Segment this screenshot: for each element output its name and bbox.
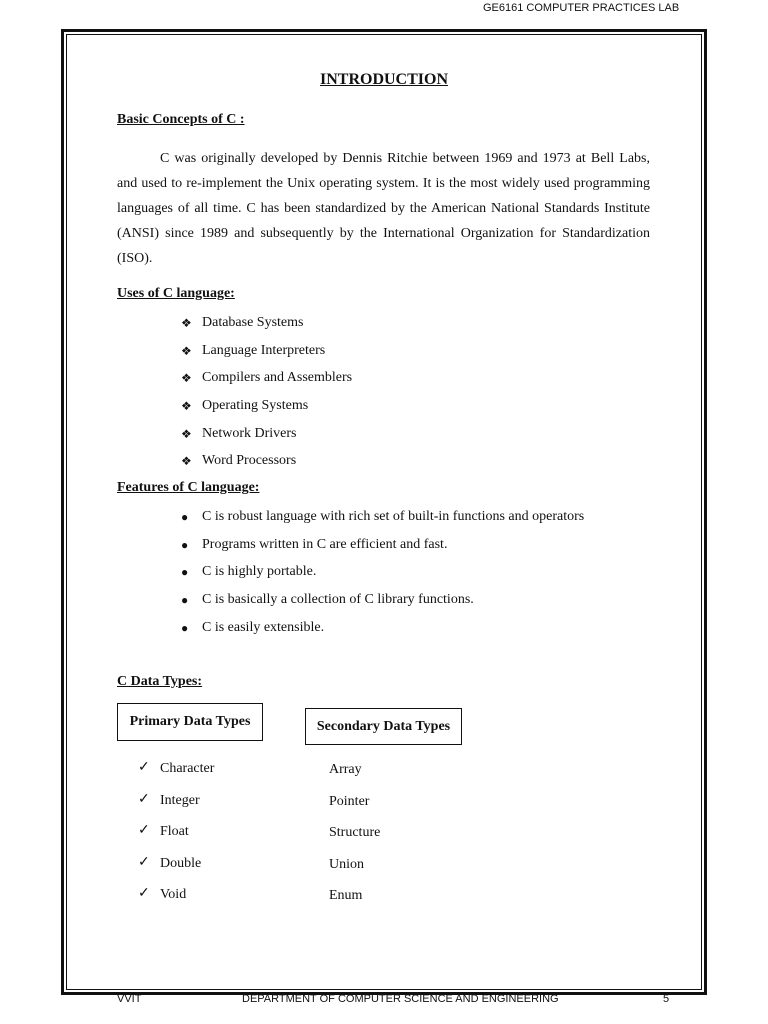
- checkmark-icon: ✓: [138, 760, 150, 775]
- page-title: INTRODUCTION: [319, 71, 448, 88]
- round-bullet-icon: ●: [181, 537, 189, 552]
- round-bullet-icon: ●: [181, 510, 189, 524]
- list-item: Pointer: [329, 793, 370, 809]
- list-item: ❖ Word Processors: [181, 453, 297, 469]
- lab-title: GE6161 COMPUTER PRACTICES LAB: [483, 2, 680, 14]
- basic-concepts-heading: Basic Concepts of C :: [117, 112, 245, 127]
- list-item: ✓ Integer: [138, 791, 200, 808]
- list-item: ❖ Operating Systems: [181, 398, 309, 414]
- round-bullet-icon: ●: [181, 593, 189, 608]
- page-number: 5: [663, 993, 670, 1005]
- primary-data-types-label: Primary Data Types: [129, 714, 251, 729]
- list-item: ❖ Database Systems: [181, 315, 304, 330]
- secondary-data-types-box: [305, 708, 462, 745]
- list-item: ❖ Network Drivers: [181, 425, 297, 441]
- primary-data-types-box: [117, 703, 263, 741]
- round-bullet-icon: ●: [181, 620, 189, 635]
- features-list: [181, 508, 584, 646]
- list-item: ❖ Compilers and Assemblers: [181, 370, 353, 386]
- checkmark-icon: ✓: [138, 823, 150, 838]
- secondary-data-types-list: [329, 761, 380, 919]
- list-item: ● C is highly portable.: [181, 564, 317, 580]
- uses-list: [181, 314, 352, 480]
- footer-department: DEPARTMENT OF COMPUTER SCIENCE AND ENGINEERING: [242, 993, 559, 1005]
- list-item: Enum: [329, 888, 363, 903]
- list-item: ● C is easily extensible.: [181, 619, 325, 635]
- list-item: ✓ Character: [138, 760, 215, 776]
- list-item: Union: [329, 856, 364, 872]
- diamond-bullet-icon: ❖: [181, 399, 192, 414]
- secondary-data-types-label: Secondary Data Types: [316, 718, 451, 734]
- uses-heading: Uses of C language:: [117, 286, 235, 301]
- checkmark-icon: ✓: [138, 854, 150, 870]
- features-heading: Features of C language:: [117, 480, 260, 495]
- basic-concepts-paragraph: C was originally developed by Dennis Ritchie between 1969 and 1973 at Bell Labs, and used to re-implement the Unix operating system. It is the most widely used programming languages of all time. C has been standardized by the American National Standards Institute (ANSI) since 1989 and subsequently by the International Organization for Standardization (ISO).: [117, 151, 650, 266]
- list-item: ● Programs written in C are efficient and fast.: [181, 536, 448, 552]
- round-bullet-icon: ●: [181, 565, 189, 580]
- diamond-bullet-icon: ❖: [181, 371, 192, 386]
- list-item: ✓ Void: [138, 886, 187, 902]
- data-types-heading: C Data Types:: [117, 674, 203, 689]
- list-item: ✓ Float: [138, 823, 189, 839]
- list-item: ● C is basically a collection of C library functions.: [181, 592, 474, 608]
- diamond-bullet-icon: ❖: [181, 343, 192, 358]
- primary-data-types-list: [138, 760, 214, 918]
- checkmark-icon: ✓: [138, 886, 150, 901]
- checkmark-icon: ✓: [138, 791, 150, 807]
- list-item: ● C is robust language with rich set of built-in functions and operators: [181, 509, 585, 524]
- list-item: Structure: [329, 825, 381, 840]
- diamond-bullet-icon: ❖: [181, 426, 192, 441]
- list-item: Array: [329, 762, 362, 777]
- diamond-bullet-icon: ❖: [181, 316, 192, 330]
- list-item: ❖ Language Interpreters: [181, 342, 326, 358]
- footer-institute: VVIT: [117, 993, 142, 1005]
- list-item: ✓ Double: [138, 854, 202, 871]
- diamond-bullet-icon: ❖: [181, 454, 192, 469]
